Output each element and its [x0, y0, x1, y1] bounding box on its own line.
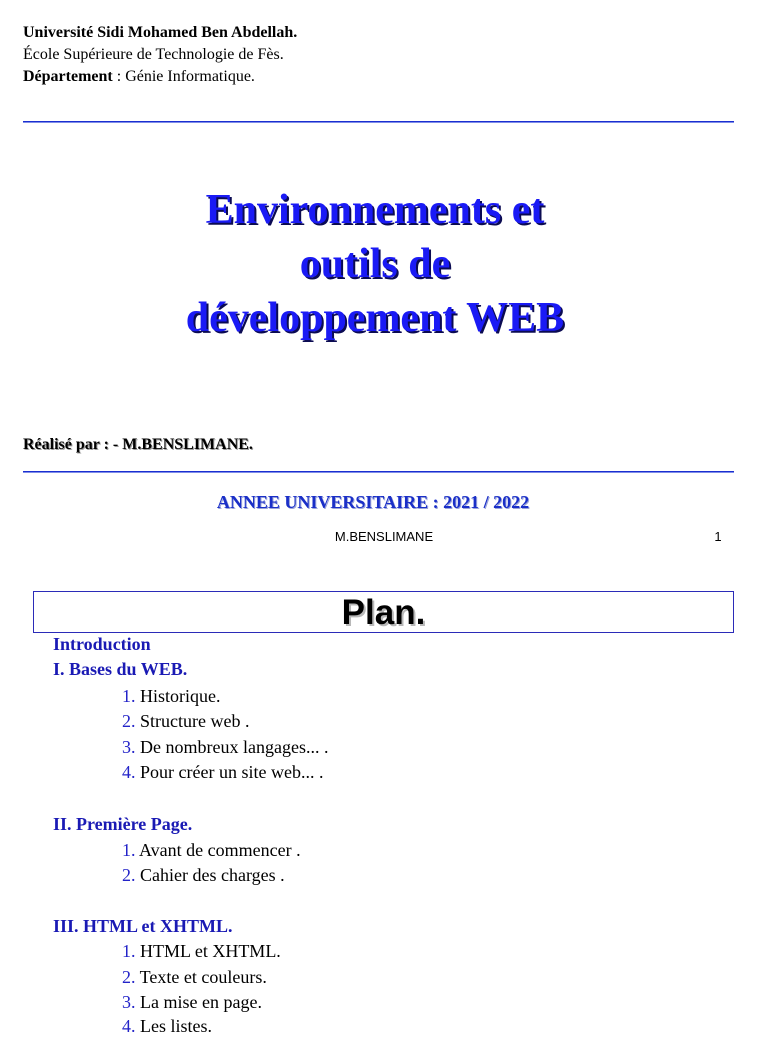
list-item-number: 3.	[122, 737, 136, 757]
list-item-number: 1.	[122, 840, 136, 860]
university-name: Université Sidi Mohamed Ben Abdellah.	[23, 24, 298, 41]
list-item-number: 4.	[122, 762, 136, 782]
list-item	[122, 711, 249, 732]
list-item	[122, 1016, 212, 1037]
department-label: Département	[23, 68, 113, 85]
list-item	[122, 992, 262, 1013]
academic-year: ANNEE UNIVERSITAIRE : 2021 / 2022	[216, 492, 530, 512]
list-item-text: Historique.	[135, 686, 221, 706]
title-line-2: outils de	[299, 241, 451, 287]
list-item	[122, 941, 281, 962]
list-item-text: Cahier des charges .	[135, 865, 285, 885]
list-item-text: Avant de commencer .	[135, 840, 301, 860]
list-item	[122, 737, 328, 758]
list-item-number: 2.	[122, 865, 136, 885]
list-item	[122, 686, 221, 707]
list-item-number: 1.	[122, 941, 136, 961]
title-line-1: Environnements et	[205, 187, 545, 233]
list-item-text: HTML et XHTML.	[135, 941, 281, 961]
footer-author: M.BENSLIMANE	[334, 529, 434, 544]
bottom-divider	[23, 471, 734, 473]
list-item-number: 3.	[122, 992, 136, 1012]
document-title	[60, 183, 690, 345]
page-number: 1	[714, 529, 722, 544]
list-item	[122, 865, 285, 886]
list-item-text: Pour créer un site web... .	[135, 762, 324, 782]
list-item-number: 2.	[122, 967, 136, 987]
list-item-text: Structure web .	[135, 711, 250, 731]
list-item-number: 2.	[122, 711, 136, 731]
plan-introduction: Introduction	[53, 634, 151, 654]
list-item-text: La mise en page.	[135, 992, 262, 1012]
list-item-text: Les listes.	[135, 1016, 212, 1036]
section-heading: II. Première Page.	[53, 814, 193, 834]
department-line	[23, 66, 255, 88]
list-item	[122, 840, 301, 861]
author-value: - M.BENSLIMANE.	[112, 436, 253, 453]
school-name	[23, 44, 284, 66]
top-divider	[23, 121, 734, 123]
list-item	[122, 762, 323, 783]
plan-title-box	[33, 591, 734, 633]
department-value: : Génie Informatique.	[116, 68, 255, 85]
title-line-3: développement WEB	[185, 295, 565, 341]
school-name-text: École Supérieure de Technologie de Fès.	[23, 46, 284, 63]
section-heading: III. HTML et XHTML.	[53, 916, 233, 936]
author-line	[23, 436, 253, 454]
section-heading: I. Bases du WEB.	[53, 659, 188, 679]
list-item-text: De nombreux langages... .	[135, 737, 329, 757]
list-item-number: 1.	[122, 686, 136, 706]
author-label: Réalisé par :	[23, 436, 109, 453]
list-item-text: Texte et couleurs.	[135, 967, 267, 987]
plan-title: Plan.	[341, 593, 426, 632]
list-item	[122, 967, 267, 988]
list-item-number: 4.	[122, 1016, 136, 1036]
